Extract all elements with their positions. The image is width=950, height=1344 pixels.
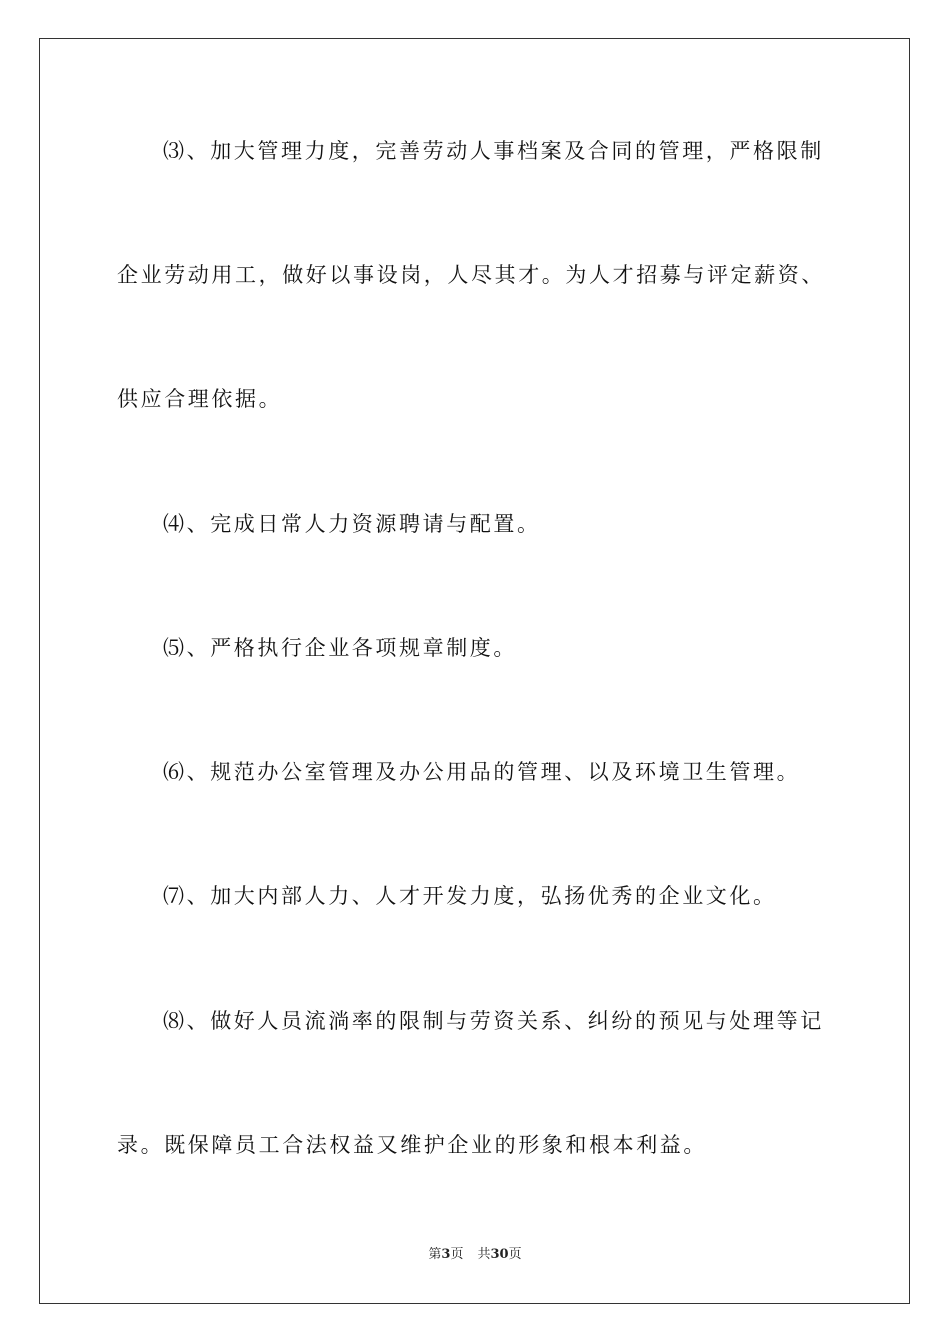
page-border bbox=[39, 38, 910, 1304]
page-footer bbox=[0, 1246, 950, 1264]
footer-page-total: 30 bbox=[490, 1247, 509, 1262]
paragraph-4: ⑷、完成日常人力资源聘请与配置。 bbox=[163, 512, 541, 536]
paragraph-3-line-1: ⑶、加大管理力度，完善劳动人事档案及合同的管理，严格限制 bbox=[163, 139, 824, 163]
paragraph-8-line-2: 录。既保障员工合法权益又维护企业的形象和根本利益。 bbox=[117, 1133, 707, 1157]
footer-page-prefix: 第 bbox=[428, 1247, 442, 1262]
paragraph-3-line-3: 供应合理依据。 bbox=[117, 387, 283, 411]
paragraph-5: ⑸、严格执行企业各项规章制度。 bbox=[163, 636, 517, 660]
paragraph-7: ⑺、加大内部人力、人才开发力度，弘扬优秀的企业文化。 bbox=[163, 884, 777, 908]
paragraph-3-line-2: 企业劳动用工，做好以事设岗，人尽其才。为人才招募与评定薪资、 bbox=[117, 263, 825, 287]
footer-page-suffix: 页 bbox=[450, 1247, 464, 1262]
footer-total-prefix: 共 bbox=[477, 1247, 491, 1262]
footer-page-current: 3 bbox=[441, 1247, 451, 1262]
paragraph-8-line-1: ⑻、做好人员流淌率的限制与劳资关系、纠纷的预见与处理等记 bbox=[163, 1009, 824, 1033]
paragraph-6: ⑹、规范办公室管理及办公用品的管理、以及环境卫生管理。 bbox=[163, 760, 801, 784]
footer-total-suffix: 页 bbox=[508, 1247, 522, 1262]
